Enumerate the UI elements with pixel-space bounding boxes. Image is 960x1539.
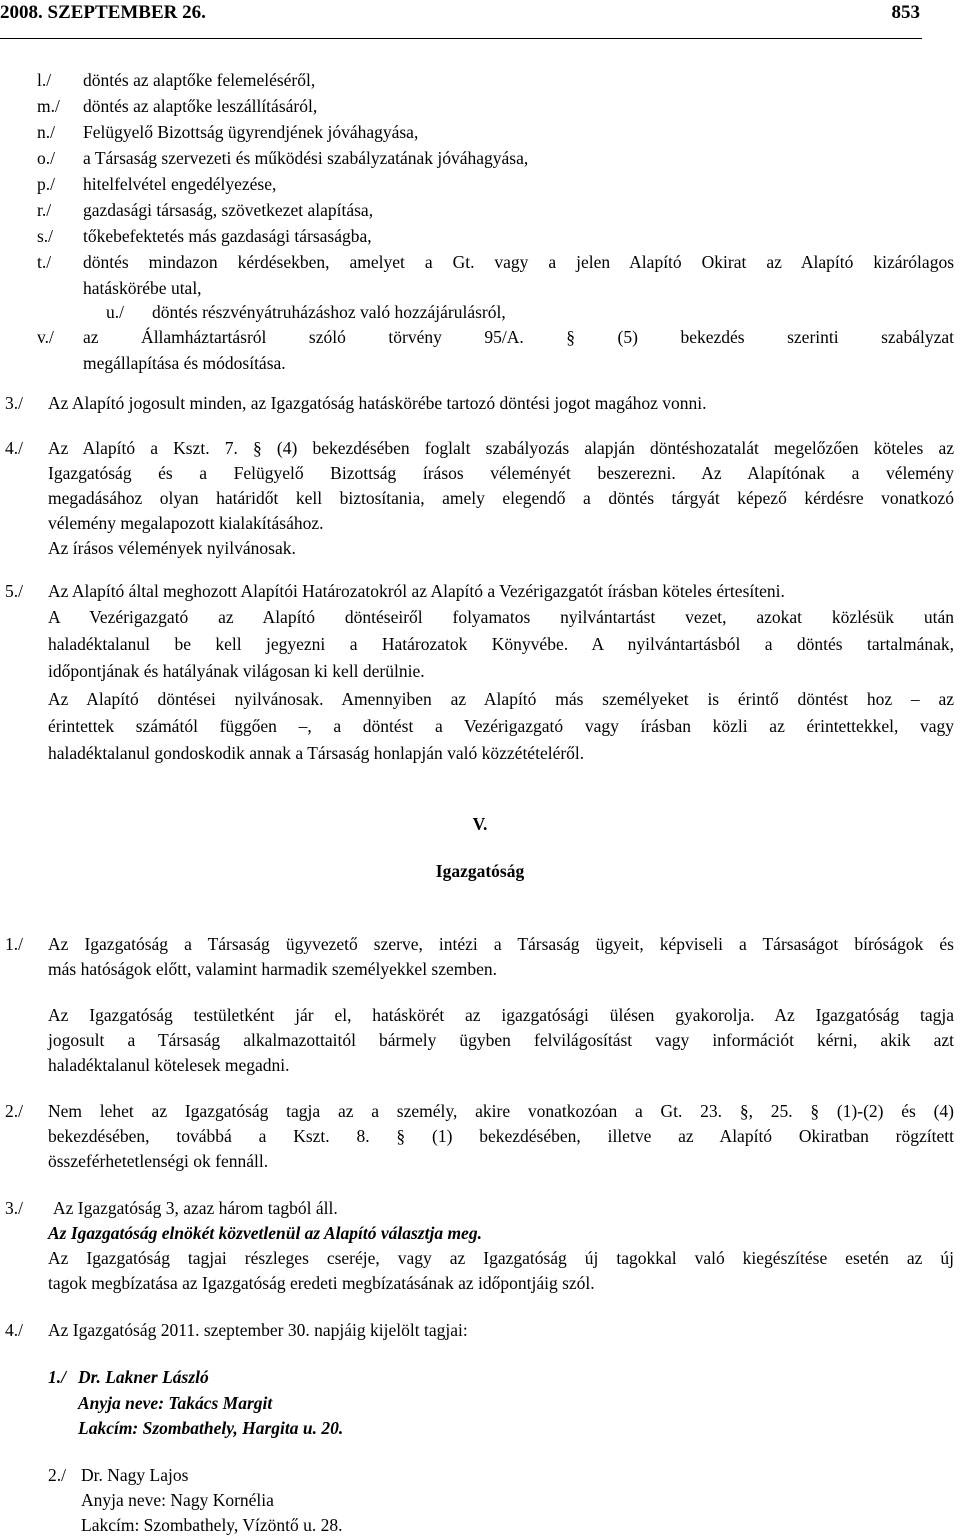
list-marker: l./ (37, 70, 52, 90)
list-item: döntés részvényátruházáshoz való hozzájárulásról, (152, 302, 506, 322)
member-address: Lakcím: Szombathely, Hargita u. 20. (78, 1418, 344, 1438)
list-marker: m./ (37, 96, 60, 116)
list-item: döntés mindazon kérdésekben, amelyet a Gt. vagy a jelen Alapító Okirat az Alapító kizárólagos (83, 252, 954, 272)
list-marker: n./ (37, 122, 55, 142)
paragraph-number: 3./ (5, 393, 23, 413)
paragraph-line: megadásához olyan határidőt kell biztosítania, amely elegendő a döntés tárgyát képező kérdésre vonatkozó (48, 488, 954, 508)
paragraph-number: 4./ (5, 1320, 23, 1340)
member-name: Dr. Lakner László (78, 1367, 209, 1387)
header-date: 2008. SZEPTEMBER 26. (0, 2, 206, 23)
member-marker: 1./ (48, 1367, 66, 1387)
list-marker: t./ (37, 252, 52, 272)
paragraph-text: Az Alapító jogosult minden, az Igazgatóság hatáskörébe tartozó döntési jogot magához vonni. (48, 393, 707, 413)
member-marker: 2./ (48, 1465, 66, 1485)
paragraph-line: érintettek számától függően –, a döntést a Vezérigazgató vagy írásban közli az érintettekkel, vagy (48, 716, 954, 736)
paragraph-line: haladéktalanul kötelesek megadni. (48, 1055, 290, 1075)
paragraph-line: bekezdésében, továbbá a Kszt. 8. § (1) bekezdésében, illetve az Alapító Okiratban rögzített (48, 1126, 954, 1146)
paragraph-number: 4./ (5, 438, 23, 458)
list-item: döntés az alaptőke leszállításáról, (83, 96, 318, 116)
paragraph-line: haladéktalanul be kell jegyezni a Határozatok Könyvébe. A nyilvántartásból a döntés tartalmának, (48, 634, 954, 654)
page-number: 853 (891, 2, 920, 23)
list-item: tőkebefektetés más gazdasági társaságba, (83, 226, 372, 246)
paragraph-line: Nem lehet az Igazgatóság tagja az a személy, akire vonatkozóan a Gt. 23. §, 25. § (1)-(2) és (4) (48, 1101, 954, 1121)
paragraph-line: Az Igazgatóság a Társaság ügyvezető szerve, intézi a Társaság ügyeit, képviseli a Társaságot bíróságok és (48, 934, 954, 954)
list-item: hitelfelvétel engedélyezése, (83, 174, 277, 194)
list-item: az Államháztartásról szóló törvény 95/A. § (5) bekezdés szerinti szabályzat (83, 327, 954, 347)
section-title: Igazgatóság (435, 861, 525, 881)
list-marker: p./ (37, 174, 55, 194)
paragraph-line: időpontjának és hatályának világosan ki kell derülnie. (48, 661, 425, 681)
member-address: Lakcím: Szombathely, Vízöntő u. 28. (81, 1515, 343, 1535)
member-mother: Anyja neve: Nagy Kornélia (81, 1490, 274, 1510)
paragraph-line: Az Alapító döntései nyilvánosak. Amennyiben az Alapító más személyeket is érintő döntést hoz – az (48, 689, 954, 709)
paragraph-line: Az Alapító által meghozott Alapítói Határozatokról az Alapító a Vezérigazgatót írásban köteles értesíteni. (48, 581, 785, 601)
list-marker: r./ (37, 200, 52, 220)
paragraph-line: összeférhetetlenségi ok fennáll. (48, 1151, 269, 1171)
paragraph-line: haladéktalanul gondoskodik annak a Társaság honlapján való közzétételéről. (48, 743, 585, 763)
paragraph-line: Az Igazgatóság 3, azaz három tagból áll. (53, 1198, 338, 1218)
paragraph-line: vélemény megalapozott kialakításához. (48, 513, 324, 533)
list-item-continued: hatáskörébe utal, (83, 278, 202, 298)
list-item: Felügyelő Bizottság ügyrendjének jóváhagyása, (83, 122, 419, 142)
paragraph-line: Az Igazgatóság 2011. szeptember 30. napjáig kijelölt tagjai: (48, 1320, 468, 1340)
member-mother: Anyja neve: Takács Margit (78, 1393, 273, 1413)
section-number: V. (472, 814, 488, 834)
paragraph-line: Az Igazgatóság tagjai részleges cseréje, vagy az Igazgatóság új tagokkal való kiegészítése esetén az új (48, 1248, 954, 1268)
list-marker: o./ (37, 148, 55, 168)
member-name: Dr. Nagy Lajos (81, 1465, 189, 1485)
paragraph-number: 5./ (5, 581, 23, 601)
paragraph-line: Az Igazgatóság testületként jár el, hatáskörét az igazgatósági ülésen gyakorolja. Az Igazgatóság tagja (48, 1005, 954, 1025)
paragraph-line: jogosult a Társaság alkalmazottaitól bármely ügyben felvilágosítást vagy információt kérni, akik azt (48, 1030, 954, 1050)
list-item: gazdasági társaság, szövetkezet alapítása, (83, 200, 374, 220)
paragraph-number: 2./ (5, 1101, 23, 1121)
page-header (0, 0, 922, 39)
list-item: döntés az alaptőke felemeléséről, (83, 70, 316, 90)
paragraph-number: 3./ (5, 1198, 23, 1218)
paragraph-line: Az írásos vélemények nyilvánosak. (48, 538, 296, 558)
paragraph-line-emphasis: Az Igazgatóság elnökét közvetlenül az Alapító választja meg. (48, 1223, 482, 1243)
list-item: a Társaság szervezeti és működési szabályzatának jóváhagyása, (83, 148, 529, 168)
paragraph-line: Igazgatóság és a Felügyelő Bizottság írásos véleményét beszerezni. Az Alapítónak a vélemény (48, 463, 954, 483)
paragraph-line: Az Alapító a Kszt. 7. § (4) bekezdésében foglalt szabályozás alapján döntéshozatalát megelőzően köteles az (48, 438, 954, 458)
paragraph-line: tagok megbízatása az Igazgatóság eredeti megbízatásának az időpontjáig szól. (48, 1273, 595, 1293)
paragraph-line: A Vezérigazgató az Alapító döntéseiről folyamatos nyilvántartást vezet, azokat közlésük után (48, 607, 954, 627)
paragraph-line: más hatóságok előtt, valamint harmadik személyekkel szemben. (48, 959, 498, 979)
list-marker: s./ (37, 226, 54, 246)
list-item-continued: megállapítása és módosítása. (83, 353, 286, 373)
list-marker: u./ (106, 302, 124, 322)
paragraph-number: 1./ (5, 934, 23, 954)
list-marker: v./ (37, 327, 54, 347)
